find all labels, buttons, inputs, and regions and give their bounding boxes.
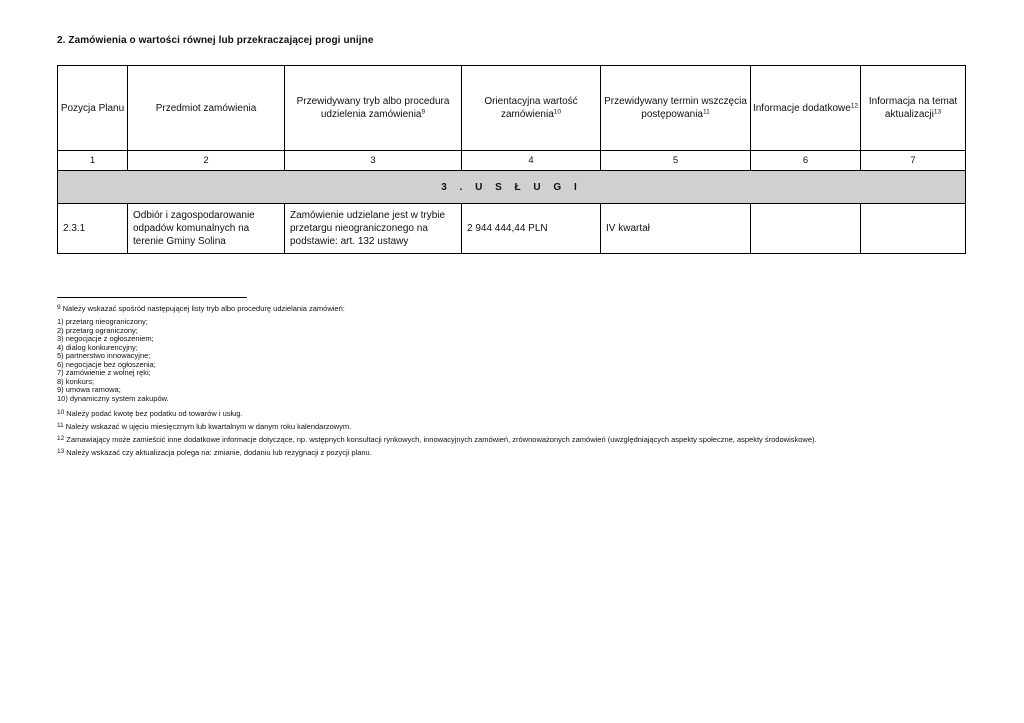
- header-label: Informacja na temat aktualizacji: [868, 96, 958, 120]
- header-informacje-dodatkowe: [751, 66, 861, 151]
- section-header-row: [58, 171, 966, 204]
- column-number: 6: [751, 151, 861, 171]
- procurement-plan-table: [57, 65, 966, 254]
- header-orientacyjna-wartosc: [462, 66, 601, 151]
- footnote-text: Należy wskazać spośród następującej listy tryb albo procedurę udzielania zamówień:: [62, 304, 345, 313]
- header-przewidywany-termin: [601, 66, 751, 151]
- header-przedmiot-zamowienia: [128, 66, 285, 151]
- footnote-11: [57, 423, 965, 432]
- footnote-separator: [57, 297, 247, 298]
- header-label: Przewidywany tryb albo procedura udzielenia zamówienia: [296, 96, 450, 120]
- footnote-list-item: 1) przetarg nieograniczony;: [57, 317, 148, 326]
- footnote-list-item: 7) zamówienie z wolnej ręki;: [57, 368, 151, 377]
- header-label: Przewidywany termin wszczęcia postępowania: [604, 96, 747, 120]
- footnote-marker: 10: [57, 408, 65, 416]
- footnote-9: [57, 304, 965, 313]
- footnote-list-item: 6) negocjacje bez ogłoszenia;: [57, 359, 156, 369]
- footnote-list-item: 3) negocjacje z ogłoszeniem;: [57, 334, 154, 343]
- footnote-text: Należy wskazać w ujęciu miesięcznym lub kwartalnym w danym roku kalendarzowym.: [65, 422, 352, 431]
- footnote-text: Należy wskazać czy aktualizacja polega na: zmianie, dodaniu lub rezygnacji z pozycji planu.: [66, 448, 372, 457]
- column-number: 1: [58, 151, 128, 171]
- footnote-12: [57, 436, 965, 445]
- header-label: Informacje dodatkowe: [752, 102, 851, 114]
- footnotes-section: [57, 297, 965, 458]
- cell-przewidywany-termin: IV kwartał: [601, 204, 751, 254]
- footnote-marker: 13: [57, 447, 65, 455]
- table-row: [58, 204, 966, 254]
- footnote-ref: 9: [421, 108, 426, 116]
- cell-informacja-aktualizacji: [861, 204, 966, 254]
- footnote-text: Zamawiający może zamieścić inne dodatkowe informacje dotyczące, np. wstępnych konsultacji rynkowych, innowacyjnych zamówień, zrównoważonych zamówień (uwzględniających aspekty społeczne, aspekty środowiskowe).: [66, 435, 817, 444]
- column-number: 2: [128, 151, 285, 171]
- footnote-list-item: 5) partnerstwo innowacyjne;: [57, 351, 151, 360]
- footnote-ref: 13: [933, 108, 942, 116]
- column-number: 7: [861, 151, 966, 171]
- footnote-13: [57, 449, 965, 458]
- header-label: Pozycja Planu: [60, 102, 125, 114]
- footnote-ref: 11: [702, 108, 710, 116]
- footnote-marker: 9: [57, 303, 61, 311]
- footnote-marker: 11: [57, 421, 64, 429]
- cell-przedmiot-zamowienia: Odbiór i zagospodarowanie odpadów komunalnych na terenie Gminy Solina: [128, 204, 285, 254]
- footnote-list-item: 4) dialog konkurencyjny;: [57, 342, 138, 352]
- page-title: 2. Zamówienia o wartości równej lub przekraczającej progi unijne: [57, 35, 374, 46]
- table-header-row: [58, 66, 966, 151]
- footnote-marker: 12: [57, 434, 65, 442]
- column-number: 3: [285, 151, 462, 171]
- cell-tryb-procedura: Zamówienie udzielane jest w trybie przetargu nieograniczonego na podstawie: art. 132 ustawy: [285, 204, 462, 254]
- header-informacja-aktualizacji: [861, 66, 966, 151]
- header-pozycja-planu: [58, 66, 128, 151]
- section-header-uslugi: 3 . U S Ł U G I: [58, 171, 966, 204]
- footnote-ref: 10: [553, 108, 562, 116]
- column-numbers-row: [58, 151, 966, 171]
- cell-informacje-dodatkowe: [751, 204, 861, 254]
- footnote-10: [57, 410, 965, 419]
- footnote-list-item: 10) dynamiczny system zakupów.: [57, 393, 169, 403]
- column-number: 4: [462, 151, 601, 171]
- footnote-9-list: [57, 318, 965, 403]
- header-tryb-procedura: [285, 66, 462, 151]
- footnote-ref: 12: [850, 102, 859, 109]
- footnote-list-item: 8) konkurs;: [57, 376, 95, 386]
- footnote-list-item: 2) przetarg ograniczony;: [57, 325, 138, 335]
- cell-orientacyjna-wartosc: 2 944 444,44 PLN: [462, 204, 601, 254]
- header-label: Orientacyjna wartość zamówienia: [484, 96, 578, 120]
- cell-pozycja-planu: 2.3.1: [58, 204, 128, 254]
- column-number: 5: [601, 151, 751, 171]
- footnote-text: Należy podać kwotę bez podatku od towarów i usług.: [66, 409, 243, 418]
- footnote-list-item: 9) umowa ramowa;: [57, 385, 121, 394]
- header-label: Przedmiot zamówienia: [155, 102, 257, 114]
